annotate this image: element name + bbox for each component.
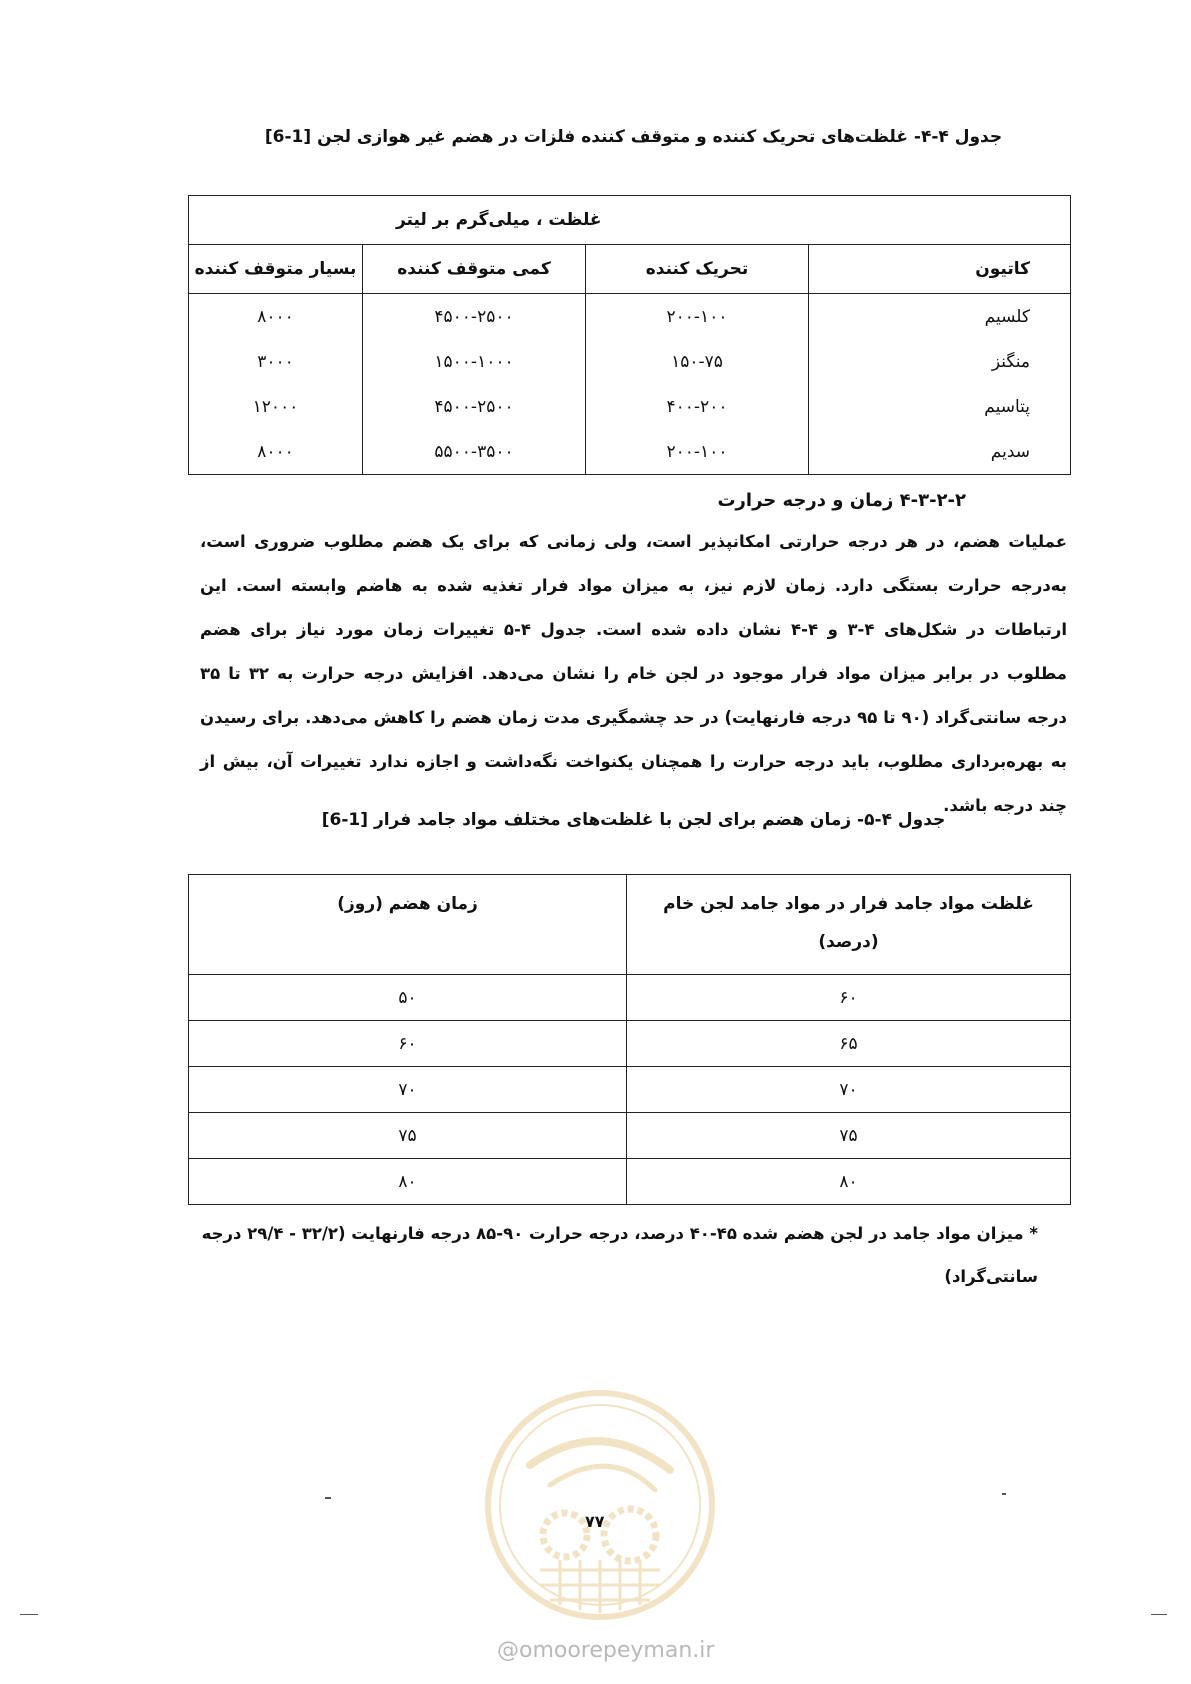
- table-row: [189, 1113, 1071, 1159]
- table1-cell: ۴۵۰۰-۲۵۰۰: [363, 294, 586, 340]
- table1-cell: ۱۵۰۰-۱۰۰۰: [363, 339, 586, 384]
- table2-cell: ۷۵: [189, 1113, 627, 1159]
- table1-cell: ۸۰۰۰: [257, 306, 294, 327]
- table1-cell: ۸۰۰۰: [257, 441, 294, 462]
- table1-cell: ۱۵۰-۷۵: [586, 339, 809, 384]
- table2-col-volatile-solids-line1: غلظت مواد جامد فرار در مواد جامد لجن خام: [663, 894, 1034, 914]
- table1-cell: ۵۵۰۰-۳۵۰۰: [363, 429, 586, 475]
- table1-cell: ۱۲۰۰۰: [252, 396, 299, 417]
- table2-cell: ۸۰: [189, 1159, 627, 1205]
- table-digestion-time: [188, 874, 1071, 1205]
- table-cation-concentrations: [188, 195, 1071, 475]
- table1-cell: ۲۰۰-۱۰۰: [586, 294, 809, 340]
- watermark-seal-logo: [480, 1385, 720, 1625]
- table-row: [189, 1159, 1071, 1205]
- table2-cell: ۶۰: [189, 1021, 627, 1067]
- table1-col-strongly-inhibitory: بسیار متوقف کننده: [189, 245, 363, 294]
- table2-cell: ۶۵: [627, 1021, 1071, 1067]
- table-row: [189, 429, 1071, 475]
- table1-header-cation-spacer: [809, 196, 1071, 245]
- table1-caption: جدول ۴-۴- غلظت‌های تحریک کننده و متوقف کننده فلزات در هضم غیر هوازی لجن [1-6]: [264, 127, 1003, 147]
- table1-header-span: غلظت ، میلی‌گرم بر لیتر: [189, 196, 809, 245]
- table1-cell: سدیم: [809, 429, 1071, 475]
- table1-cell: کلسیم: [809, 294, 1071, 340]
- table2-cell: ۸۰: [627, 1159, 1071, 1205]
- table2-col-digestion-time: زمان هضم (روز): [189, 875, 627, 975]
- table2-cell: ۷۰: [627, 1067, 1071, 1113]
- page-number: ۷۷: [585, 1512, 605, 1531]
- footnote: * میزان مواد جامد در لجن هضم شده ۴۵-۴۰ درصد، درجه حرارت ۹۰-۸۵ درجه فارنهایت (۳۲/۲ - ۲۹/۴ درجه سانتی‌گراد): [201, 1224, 1038, 1286]
- table1-col-stimulating: تحریک کننده: [586, 245, 809, 294]
- table1-cell: ۴۰۰-۲۰۰: [586, 384, 809, 429]
- table1-cell: ۴۵۰۰-۲۵۰۰: [363, 384, 586, 429]
- table-row: [189, 975, 1071, 1021]
- table1-col-moderately-inhibitory: کمی متوقف کننده: [363, 245, 586, 294]
- table2-cell: ۵۰: [189, 975, 627, 1021]
- scan-mark: [325, 1497, 331, 1499]
- table1-cell: منگنز: [809, 339, 1071, 384]
- section-title: ۴-۳-۲-۲ زمان و درجه حرارت: [717, 490, 966, 511]
- table2-cell: ۷۰: [189, 1067, 627, 1113]
- table1-cell: ۲۰۰-۱۰۰: [586, 429, 809, 475]
- table-row: [189, 1067, 1071, 1113]
- table1-cell: ۳۰۰۰: [257, 351, 294, 372]
- table-row: [189, 339, 1071, 384]
- table2-col-volatile-solids: [627, 875, 1071, 975]
- table-row: [189, 384, 1071, 429]
- table-row: [189, 1021, 1071, 1067]
- table-row: [189, 294, 1071, 340]
- section-body-paragraph: عملیات هضم، در هر درجه حرارتی امکانپذیر است، ولی زمانی که برای یک هضم مطلوب ضروری است، به‌درجه حرارت بستگی دارد. زمان لازم نیز، به میزان مواد فرار تغذیه شده به هاضم وابسته است. این ارتباطات در شکل‌های ۴-۳ و ۴-۴ نشان داده شده است. جدول ۴-۵ تغییرات زمان مورد نیاز برای هضم مطلوب در برابر میزان مواد فرار موجود در لجن خام را نشان می‌دهد. افزایش درجه حرارت به ۳۲ تا ۳۵ درجه سانتی‌گراد (۹۰ تا ۹۵ درجه فارنهایت) در حد چشمگیری مدت زمان هضم را کاهش می‌دهد. برای رسیدن به بهره‌برداری مطلوب، باید درجه حرارت را همچنان یکنواخت نگه‌داشت و اجازه ندارد تغییرات آن، بیش از چند درجه باشد.: [200, 532, 1068, 815]
- table1-col-cation: کاتیون: [809, 245, 1071, 294]
- scan-mark: [1151, 1614, 1167, 1615]
- scan-mark: [20, 1614, 38, 1615]
- table1-cell: پتاسیم: [809, 384, 1071, 429]
- watermark-site: @omoorepeyman.ir: [497, 1638, 715, 1663]
- table2-cell: ۷۵: [627, 1113, 1071, 1159]
- table2-caption: جدول ۴-۵- زمان هضم برای لجن با غلظت‌های مختلف مواد جامد فرار [1-6]: [321, 810, 946, 830]
- scan-mark: [1002, 1493, 1006, 1495]
- table2-cell: ۶۰: [627, 975, 1071, 1021]
- table2-col-volatile-solids-line2: (درصد): [818, 932, 879, 952]
